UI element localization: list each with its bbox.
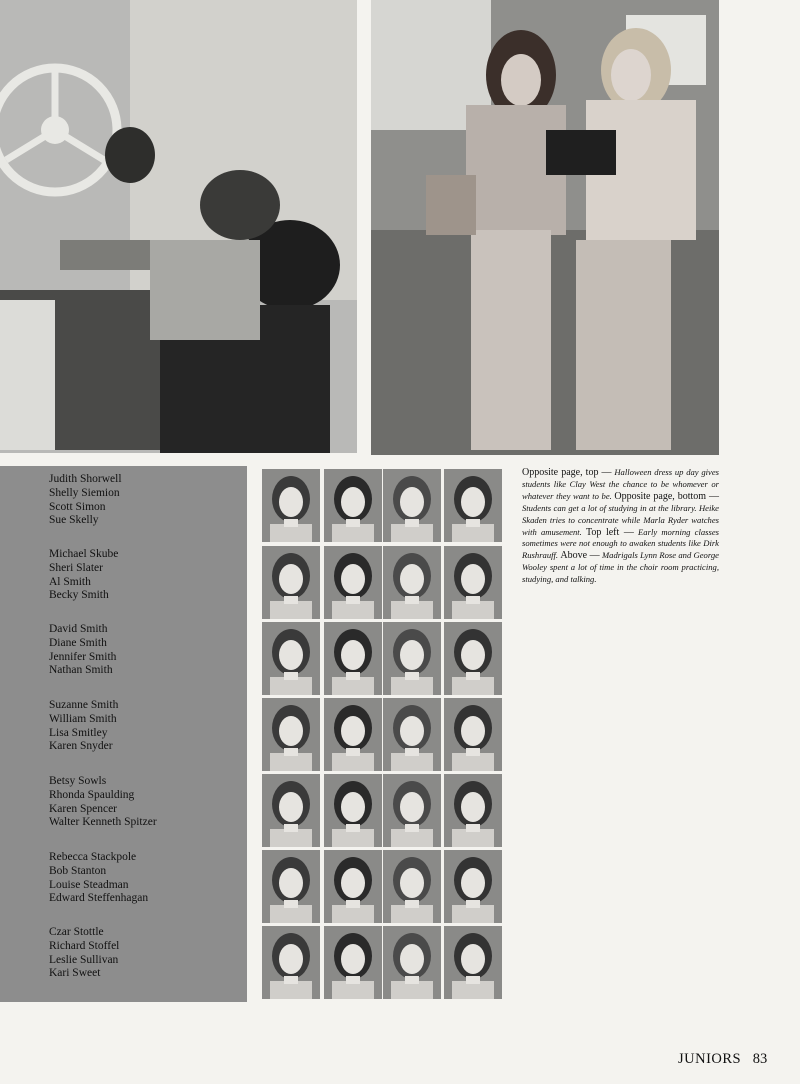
student-name: Nathan Smith <box>49 664 113 677</box>
student-portrait <box>324 698 382 771</box>
name-group <box>49 775 244 830</box>
student-portrait <box>383 926 441 999</box>
caption-lead: Above — <box>560 550 600 562</box>
student-name: Judith Shorwell <box>49 473 122 485</box>
student-portrait <box>383 774 441 847</box>
student-portrait <box>383 698 441 771</box>
caption-text: Halloween dress up day gives students like Clay West the chance to be whomever or whatever they want to be. <box>522 467 720 501</box>
portrait-image <box>324 469 382 542</box>
student-name: Suzanne Smith <box>49 699 119 711</box>
student-portrait <box>324 546 382 619</box>
student-name: Richard Stoffel <box>49 939 120 952</box>
portrait-image <box>444 698 502 771</box>
student-name: Sheri Slater <box>49 561 103 574</box>
name-group <box>49 699 244 754</box>
student-name: Jennifer Smith <box>49 650 117 663</box>
portrait-image <box>262 698 320 771</box>
student-name: David Smith <box>49 623 108 635</box>
student-portrait <box>262 774 320 847</box>
portrait-image <box>383 774 441 847</box>
student-name: Al Smith <box>49 575 91 588</box>
student-name: Rebecca Stackpole <box>49 851 137 863</box>
name-group <box>49 473 244 528</box>
student-portrait <box>262 546 320 619</box>
student-portrait <box>324 774 382 847</box>
portrait-image <box>444 926 502 999</box>
student-name: Shelly Siemion <box>49 486 120 499</box>
student-name: Karen Spencer <box>49 802 118 815</box>
student-name: Rhonda Spaulding <box>49 788 135 801</box>
student-portrait <box>444 926 502 999</box>
portrait-image <box>324 622 382 695</box>
portrait-image <box>262 469 320 542</box>
student-name: Leslie Sullivan <box>49 953 119 966</box>
portrait-image <box>324 774 382 847</box>
student-name: Diane Smith <box>49 636 107 649</box>
caption-lead: Opposite page, bottom — <box>614 490 719 502</box>
portrait-image <box>262 926 320 999</box>
portrait-image <box>383 622 441 695</box>
student-portrait <box>324 469 382 542</box>
portrait-image <box>444 546 502 619</box>
caption-lead: Opposite page, top — <box>522 467 612 478</box>
student-portrait <box>383 622 441 695</box>
student-portrait <box>262 926 320 999</box>
student-name: Walter Kenneth Spitzer <box>49 816 157 829</box>
classroom-photo-image <box>0 0 357 453</box>
students-hallway-photo <box>371 0 719 455</box>
student-name: Bob Stanton <box>49 864 107 877</box>
student-portrait <box>383 850 441 923</box>
portrait-image <box>444 469 502 542</box>
student-portrait <box>262 469 320 542</box>
portrait-image <box>262 622 320 695</box>
student-names-panel <box>0 466 247 1002</box>
student-name: Kari Sweet <box>49 967 101 980</box>
portrait-image <box>444 622 502 695</box>
name-group <box>49 851 244 906</box>
student-portrait <box>324 850 382 923</box>
page-footer <box>678 1051 788 1068</box>
portrait-image <box>444 850 502 923</box>
student-name: Sue Skelly <box>49 514 99 527</box>
student-name: Karen Snyder <box>49 740 113 753</box>
student-portrait <box>444 622 502 695</box>
portrait-image <box>444 774 502 847</box>
student-portrait <box>383 546 441 619</box>
portrait-image <box>383 850 441 923</box>
classroom-projector-photo <box>0 0 357 453</box>
photo-caption <box>522 467 719 586</box>
student-portrait <box>444 469 502 542</box>
student-name: Betsy Sowls <box>49 775 107 787</box>
name-group <box>49 623 244 678</box>
student-portrait <box>324 622 382 695</box>
portrait-image <box>383 698 441 771</box>
portrait-image <box>262 546 320 619</box>
student-portrait <box>444 774 502 847</box>
student-name: Louise Steadman <box>49 878 129 891</box>
portrait-image <box>262 774 320 847</box>
portrait-image <box>324 546 382 619</box>
portrait-image <box>383 926 441 999</box>
student-portrait <box>383 469 441 542</box>
student-portrait <box>444 850 502 923</box>
name-group <box>49 926 244 981</box>
caption-lead: Top left — <box>586 526 634 538</box>
student-name: Becky Smith <box>49 589 109 602</box>
portrait-grid <box>262 469 505 1003</box>
portrait-image <box>324 698 382 771</box>
portrait-image <box>324 850 382 923</box>
portrait-image <box>324 926 382 999</box>
caption-text: Early morning classes sometimes were not enough to awaken students like Dirk Rushrauff. <box>522 526 719 561</box>
caption-text: Students can get a lot of studying in at the library. Heike Skaden tries to concentrate while Marla Ryder watches with amusement. <box>522 502 719 537</box>
student-name: Scott Simon <box>49 500 106 513</box>
section-title: JUNIORS <box>678 1051 742 1067</box>
portrait-image <box>262 850 320 923</box>
student-name: Edward Steffenhagan <box>49 892 149 905</box>
hallway-photo-image <box>371 0 719 455</box>
student-portrait <box>262 622 320 695</box>
student-name: Lisa Smitley <box>49 726 108 739</box>
portrait-image <box>383 469 441 542</box>
caption-text: Madrigals Lynn Rose and George Wooley spent a lot of time in the choir room practicing, studying, and talking. <box>522 550 719 585</box>
student-portrait <box>324 926 382 999</box>
student-name: Michael Skube <box>49 548 119 560</box>
portrait-image <box>383 546 441 619</box>
student-portrait <box>444 546 502 619</box>
page-number: 83 <box>752 1051 768 1067</box>
name-group <box>49 548 244 603</box>
student-portrait <box>444 698 502 771</box>
student-name: Czar Stottle <box>49 926 104 938</box>
student-name: William Smith <box>49 712 117 725</box>
student-portrait <box>262 698 320 771</box>
student-portrait <box>262 850 320 923</box>
